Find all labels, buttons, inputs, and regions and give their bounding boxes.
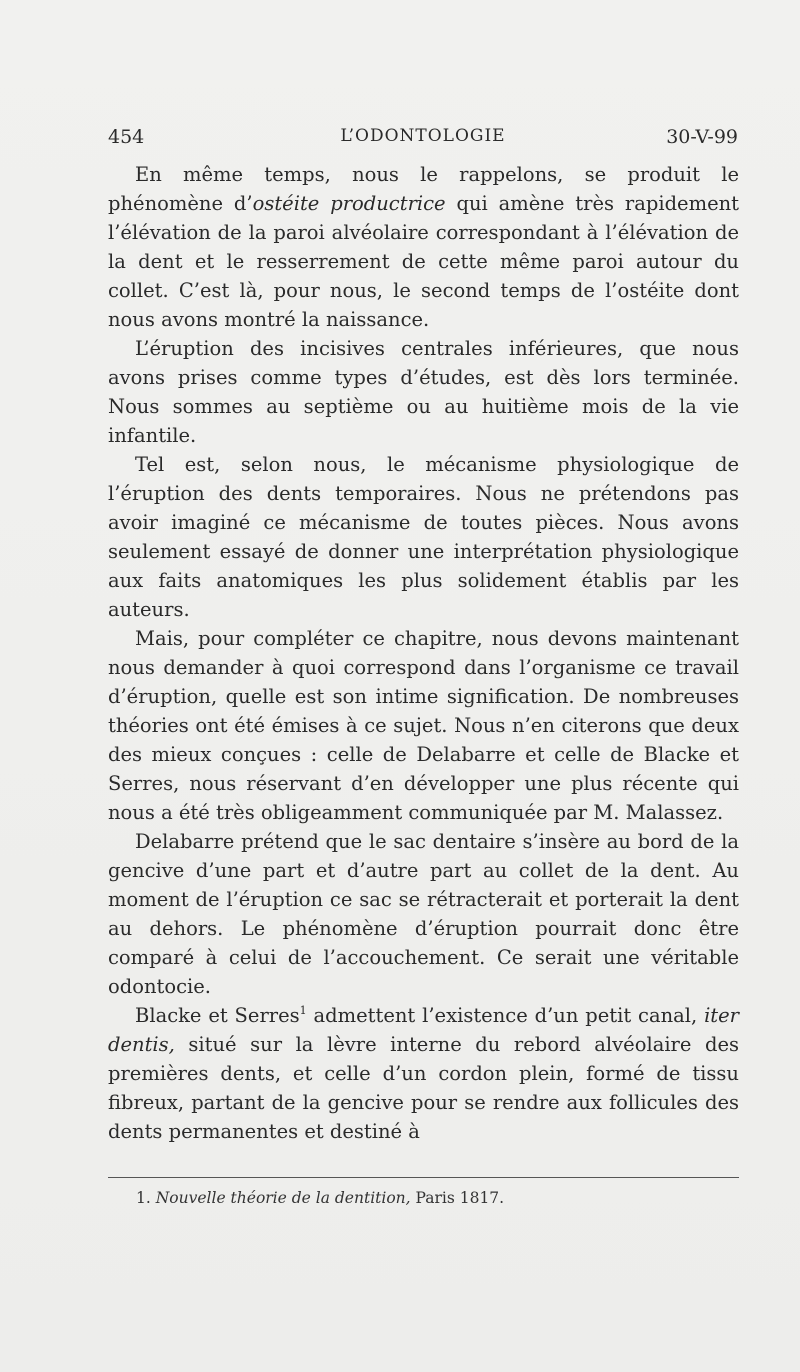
footnote-ref[interactable]: 1 [299, 1004, 307, 1017]
issue-date: 30-V-99 [666, 126, 738, 148]
italic-term: iter dentis, [108, 1004, 739, 1056]
paragraph: Delabarre prétend que le sac dentaire s’insère au bord de la gencive d’une part et d’autre part au collet de la dent. Au moment de l’éruption ce sac se rétracterait et porterait la dent au dehors. Le phénomène d’éruption pourrait donc être comparé à celui de l’accouchement. Ce serait une véritable odontocie. [108, 830, 739, 998]
paragraph: Mais, pour compléter ce chapitre, nous devons maintenant nous demander à quoi correspond dans l’organisme ce travail d’éruption, quelle est son intime signification. De nombreuses théories ont été émises à ce sujet. Nous n’en citerons que deux des mieux conçues : celle de Delabarre et celle de Blacke et Serres, nous réservant d’en développer une plus récente qui nous a été très obligeamment communiquée par M. Malassez. [108, 627, 739, 824]
footnote-title: Nouvelle théorie de la dentition, [155, 1189, 411, 1207]
footnote-text: Paris 1817. [410, 1189, 505, 1207]
text-run: admettent l’existence d’un petit canal, [306, 1004, 705, 1027]
journal-title: L’ODONTOLOGIE [340, 126, 506, 146]
body-text [108, 160, 739, 1146]
text-run: En même temps, nous le rappelons, se produit le phénomène d’ [108, 163, 739, 215]
paragraph [108, 160, 739, 334]
page-number: 454 [108, 126, 145, 148]
text-run: situé sur la lèvre interne du rebord alvéolaire des premières dents, et celle d’un cordon plein, formé de tissu fibreux, partant de la gencive pour se rendre aux follicules des dents permanentes et destiné à [108, 1033, 739, 1143]
text-run: Blacke et Serres [135, 1004, 300, 1027]
text-run: qui amène très rapidement l’élévation de la paroi alvéolaire correspondant à l’élévation de la dent et le resserrement de cette même paroi autour du collet. C’est là, pour nous, le second temps de l’ostéite dont nous avons montré la naissance. [108, 192, 740, 331]
footnote-number: 1. [136, 1189, 151, 1207]
paragraph: Tel est, selon nous, le mécanisme physiologique de l’éruption des dents temporaires. Nous ne prétendons pas avoir imaginé ce mécanisme de toutes pièces. Nous avons seulement essayé de donner une interprétation physiologique aux faits anatomiques les plus solidement établis par les auteurs. [108, 453, 739, 621]
paragraph [108, 1001, 739, 1146]
italic-term: ostéite productrice [252, 192, 446, 215]
footnote-divider [108, 1177, 739, 1178]
footnote [136, 1189, 504, 1207]
running-head [108, 126, 738, 156]
paragraph: L’éruption des incisives centrales inférieures, que nous avons prises comme types d’études, est dès lors terminée. Nous sommes au septième ou au huitième mois de la vie infantile. [108, 337, 739, 447]
